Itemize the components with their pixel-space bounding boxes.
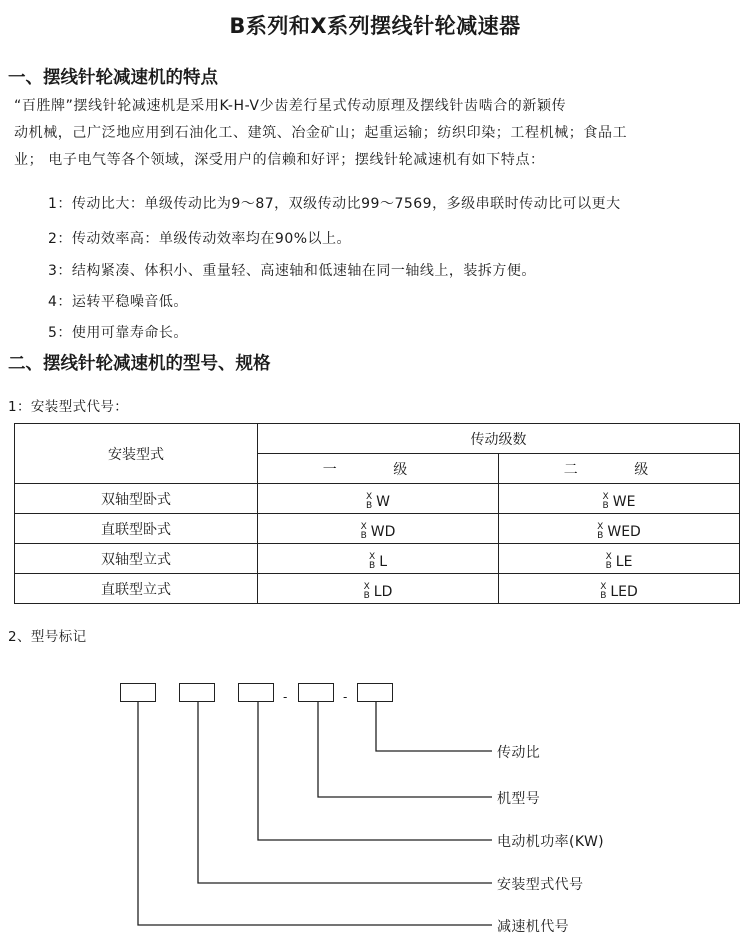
feature-item: 2：传动效率高：单级传动效率均在90%以上。 xyxy=(48,231,352,247)
header-stage: 传动级数 xyxy=(258,424,740,454)
install-name: 直联型卧式 xyxy=(15,514,258,544)
page-title: B系列和X系列摆线针轮减速器 xyxy=(229,14,521,38)
leader-install xyxy=(198,702,492,883)
code-two: X B LED xyxy=(499,574,740,604)
section2-heading: 二、摆线针轮减速机的型号、规格 xyxy=(8,354,271,374)
intro-line: 动机械，己广泛地应用到石油化工、建筑、冶金矿山；起重运输；纺织印染；工程机械；食品工 xyxy=(14,125,628,141)
install-name: 双轴型立式 xyxy=(15,544,258,574)
install-caption: 1：安装型式代号： xyxy=(8,399,129,415)
feature-item: 3：结构紧凑、体积小、重量轻、高速轴和低速轴在同一轴线上，装拆方便。 xyxy=(48,263,536,279)
model-dash: - xyxy=(283,690,288,704)
legend-power: 电动机功率(KW) xyxy=(497,834,605,850)
install-name: 双轴型卧式 xyxy=(15,484,258,514)
install-name: 直联型立式 xyxy=(15,574,258,604)
header-install-type: 安装型式 xyxy=(15,424,258,484)
leader-ratio xyxy=(376,702,492,751)
legend-install: 安装型式代号 xyxy=(497,877,584,893)
code-one: X B WD xyxy=(258,514,499,544)
header-stage-two: 二 级 xyxy=(499,454,740,484)
code-two: X B WE xyxy=(499,484,740,514)
code-one: X B LD xyxy=(258,574,499,604)
legend-reducer: 减速机代号 xyxy=(497,919,569,935)
model-caption: 2、型号标记 xyxy=(8,629,87,645)
code-one: X B L xyxy=(258,544,499,574)
intro-line: 业； 电子电气等各个领域，深受用户的信赖和好评；摆线针轮减速机有如下特点： xyxy=(14,152,545,168)
feature-item: 1：传动比大：单级传动比为9～87，双级传动比99～7569，多级串联时传动比可以更大 xyxy=(48,196,621,212)
code-one: X B W xyxy=(258,484,499,514)
legend-ratio: 传动比 xyxy=(497,745,541,761)
leader-reducer xyxy=(138,702,492,925)
feature-item: 5：使用可靠寿命长。 xyxy=(48,325,188,341)
model-dash: - xyxy=(343,690,348,704)
code-two: X B WED xyxy=(499,514,740,544)
leader-frame xyxy=(318,702,492,797)
header-stage-one: 一 级 xyxy=(258,454,499,484)
section1-heading: 一、摆线针轮减速机的特点 xyxy=(8,68,218,88)
code-two: X B LE xyxy=(499,544,740,574)
intro-line: “百胜牌”摆线针轮减速机是采用K-H-V少齿差行星式传动原理及摆线针齿啮合的新颖传 xyxy=(14,98,567,114)
legend-frame: 机型号 xyxy=(497,791,541,807)
leader-power xyxy=(258,702,492,840)
feature-item: 4：运转平稳噪音低。 xyxy=(48,294,188,310)
